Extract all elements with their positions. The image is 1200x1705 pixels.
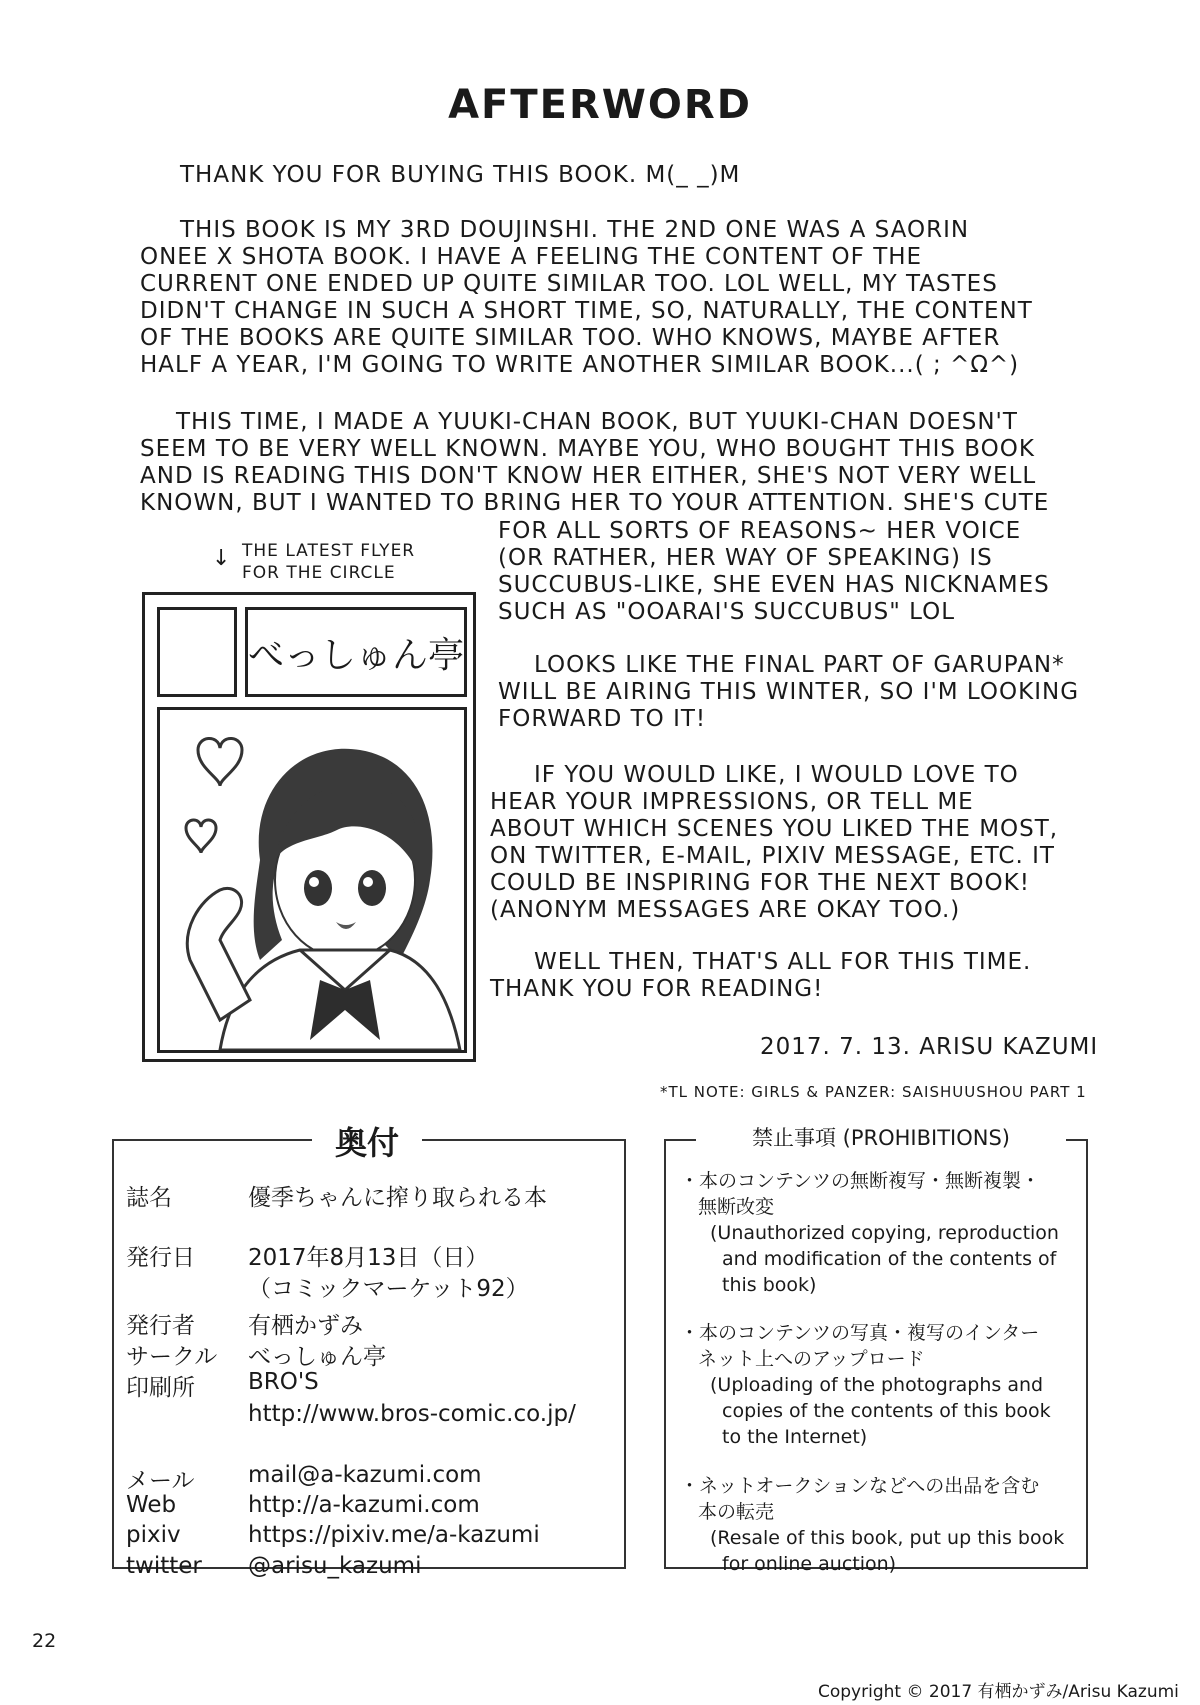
text-line: SEEM TO BE VERY WELL KNOWN. MAYBE YOU, WHO BOUGHT THIS BOOK — [140, 436, 1035, 462]
text-line: OF THE BOOKS ARE QUITE SIMILAR TOO. WHO KNOWS, MAYBE AFTER — [140, 325, 1001, 351]
arrow-down-icon: ↓ — [212, 546, 232, 571]
girl-illustration-image — [160, 710, 464, 1050]
text-line: ONEE X SHOTA BOOK. I HAVE A FEELING THE CONTENT OF THE — [140, 244, 923, 270]
caption-line: FOR THE CIRCLE — [242, 563, 396, 583]
colophon-link[interactable]: https://pixiv.me/a-kazumi — [248, 1522, 540, 1548]
afterword-paragraph-3-continued — [498, 518, 1050, 626]
text-line: (OR RATHER, HER WAY OF SPEAKING) IS — [498, 545, 993, 571]
signature: 2017. 7. 13. ARISU KAZUMI — [760, 1034, 1099, 1060]
colophon-key: twitter — [126, 1553, 202, 1579]
text-line: THANK YOU FOR READING! — [490, 976, 824, 1002]
afterword-paragraph-1 — [180, 162, 740, 189]
text-line: ON TWITTER, E-MAIL, PIXIV MESSAGE, ETC. IT — [490, 843, 1055, 869]
text-line: IF YOU WOULD LIKE, I WOULD LOVE TO — [534, 762, 1019, 788]
prohibition-item — [680, 1168, 1059, 1298]
colophon-value: 優季ちゃんに搾り取られる本 — [248, 1185, 547, 1211]
prohibitions-title: 禁止事項 (PROHIBITIONS) — [696, 1122, 1066, 1152]
text-line: WELL THEN, THAT'S ALL FOR THIS TIME. — [534, 949, 1032, 975]
colophon-key: メール — [126, 1468, 195, 1494]
text-line: THIS BOOK IS MY 3RD DOUJINSHI. THE 2ND ONE WAS A SAORIN — [180, 217, 970, 243]
colophon-key: Web — [126, 1492, 177, 1518]
colophon-key: 発行者 — [126, 1313, 195, 1339]
prohibition-item — [680, 1320, 1051, 1450]
text-line: SUCCUBUS-LIKE, SHE EVEN HAS NICKNAMES — [498, 572, 1050, 598]
colophon-key: 誌名 — [126, 1185, 172, 1211]
afterword-paragraph-4 — [498, 652, 1079, 733]
colophon-key: 印刷所 — [126, 1375, 195, 1401]
colophon-key: 発行日 — [126, 1245, 195, 1271]
text-line: KNOWN, BUT I WANTED TO BRING HER TO YOUR ATTENTION. SHE'S CUTE — [140, 490, 1050, 516]
afterword-paragraph-3 — [140, 409, 1049, 517]
caption-line: THE LATEST FLYER — [242, 541, 416, 561]
prohibition-item — [680, 1473, 1064, 1577]
colophon-link[interactable]: http://www.bros-comic.co.jp/ — [248, 1401, 576, 1427]
text-line: AND IS READING THIS DON'T KNOW HER EITHER, SHE'S NOT VERY WELL — [140, 463, 1037, 489]
colophon-key: pixiv — [126, 1522, 181, 1548]
text-line: SUCH AS "OOARAI'S SUCCUBUS" LOL — [498, 599, 956, 625]
copyright: Copyright © 2017 有栖かずみ/Arisu Kazumi — [818, 1682, 1179, 1702]
text-line: HALF A YEAR, I'M GOING TO WRITE ANOTHER SIMILAR BOOK...( ; ^Ω^) — [140, 352, 1020, 378]
prohibition-ja: ネット上へのアップロード — [698, 1348, 925, 1370]
prohibition-en: for online auction) — [722, 1553, 897, 1575]
colophon-value: （コミックマーケット92） — [248, 1276, 529, 1302]
colophon-link[interactable]: http://a-kazumi.com — [248, 1492, 480, 1518]
text-line: THANK YOU FOR BUYING THIS BOOK. M(_ _)M — [180, 162, 741, 188]
circle-flyer — [142, 592, 476, 1062]
prohibition-en: (Unauthorized copying, reproduction — [710, 1222, 1059, 1244]
flyer-caption — [212, 540, 415, 584]
text-line: DIDN'T CHANGE IN SUCH A SHORT TIME, SO, NATURALLY, THE CONTENT — [140, 298, 1033, 324]
text-line: HEAR YOUR IMPRESSIONS, OR TELL ME — [490, 789, 974, 815]
prohibition-en: (Resale of this book, put up this book — [710, 1527, 1065, 1549]
prohibition-en: this book) — [722, 1274, 817, 1296]
prohibition-en: to the Internet) — [722, 1426, 868, 1448]
colophon-email-link[interactable]: mail@a-kazumi.com — [248, 1462, 482, 1488]
flyer-illustration — [157, 707, 467, 1053]
prohibition-ja: ・ネットオークションなどへの出品を含む — [680, 1475, 1040, 1497]
text-line: FOR ALL SORTS OF REASONS~ HER VOICE — [498, 518, 1022, 544]
colophon-key: サークル — [126, 1344, 218, 1370]
prohibition-ja: ・本のコンテンツの写真・複写のインター — [680, 1322, 1040, 1344]
text-line: CURRENT ONE ENDED UP QUITE SIMILAR TOO. LOL WELL, MY TASTES — [140, 271, 998, 297]
text-line: COULD BE INSPIRING FOR THE NEXT BOOK! — [490, 870, 1030, 896]
afterword-title: AFTERWORD — [448, 82, 752, 128]
text-line: WILL BE AIRING THIS WINTER, SO I'M LOOKING — [498, 679, 1080, 705]
text-line: ABOUT WHICH SCENES YOU LIKED THE MOST, — [490, 816, 1059, 842]
translator-note: *TL NOTE: GIRLS & PANZER: SAISHUUSHOU PART 1 — [660, 1083, 1087, 1101]
flyer-empty-square — [157, 607, 237, 697]
prohibition-ja: ・本のコンテンツの無断複写・無断複製・ — [680, 1170, 1041, 1192]
prohibition-en: and modification of the contents of — [722, 1248, 1057, 1270]
colophon-value: 2017年8月13日（日） — [248, 1245, 489, 1271]
colophon-link[interactable]: @arisu_kazumi — [248, 1553, 422, 1579]
text-line: (ANONYM MESSAGES ARE OKAY TOO.) — [490, 897, 961, 923]
colophon-value: BRO'S — [248, 1369, 319, 1395]
afterword-paragraph-5 — [490, 762, 1058, 924]
prohibition-en: (Uploading of the photographs and — [710, 1374, 1044, 1396]
colophon-value: べっしゅん亭 — [248, 1344, 386, 1370]
prohibition-en: copies of the contents of this book — [722, 1400, 1051, 1422]
afterword-paragraph-2 — [140, 217, 1033, 379]
page-number: 22 — [32, 1630, 57, 1652]
prohibition-ja: 無断改変 — [698, 1196, 775, 1218]
colophon-value: 有栖かずみ — [248, 1313, 363, 1339]
text-line: LOOKS LIKE THE FINAL PART OF GARUPAN* — [534, 652, 1065, 678]
text-line: THIS TIME, I MADE A YUUKI-CHAN BOOK, BUT YUUKI-CHAN DOESN'T — [176, 409, 1018, 435]
afterword-paragraph-6 — [490, 949, 1031, 1003]
prohibition-ja: 本の転売 — [698, 1501, 775, 1523]
flyer-circle-name: べっしゅん亭 — [245, 607, 467, 697]
text-line: FORWARD TO IT! — [498, 706, 707, 732]
colophon-title: 奥付 — [312, 1118, 422, 1164]
